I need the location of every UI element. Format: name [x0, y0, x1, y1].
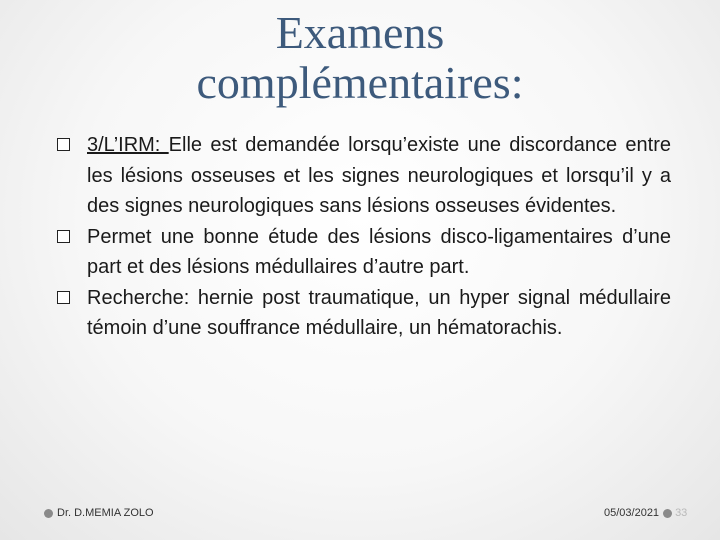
footer-author-text: Dr. D.MEMIA ZOLO — [57, 507, 154, 519]
bullet-item-irm — [55, 130, 671, 222]
bullet-lead-irm: 3/L’IRM: — [87, 134, 169, 156]
square-bullet-icon — [57, 138, 70, 151]
bullet-item-recherche — [55, 283, 671, 344]
slide-title-line-1: Examens — [275, 7, 445, 58]
slide-title-line-2: complémentaires: — [196, 56, 524, 108]
bullet-item-permet — [55, 222, 671, 283]
bullet-text-permet: Permet une bonne étude des lésions disco-ligamentaires d’une part et des lésions médullaires d’autre part. — [87, 225, 671, 278]
bullet-text-irm: Elle est demandée lorsqu’existe une discordance entre les lésions osseuses et les signes neurologiques et lorsqu’il y a des signes neurologiques sans lésions osseuses évidentes. — [87, 134, 671, 217]
bullet-text-recherche: Recherche: hernie post traumatique, un hyper signal médullaire témoin d’une souffrance médullaire, un hématorachis. — [87, 286, 671, 339]
footer-dot-icon — [663, 509, 672, 518]
footer-dot-icon — [44, 509, 53, 518]
slide-title — [0, 8, 720, 107]
footer-date-text: 05/03/2021 — [604, 507, 660, 519]
slide-content — [55, 130, 671, 344]
footer-author — [44, 507, 154, 519]
page-number: 33 — [675, 507, 688, 519]
square-bullet-icon — [57, 291, 70, 304]
square-bullet-icon — [57, 230, 70, 243]
footer-date-area — [604, 507, 687, 519]
